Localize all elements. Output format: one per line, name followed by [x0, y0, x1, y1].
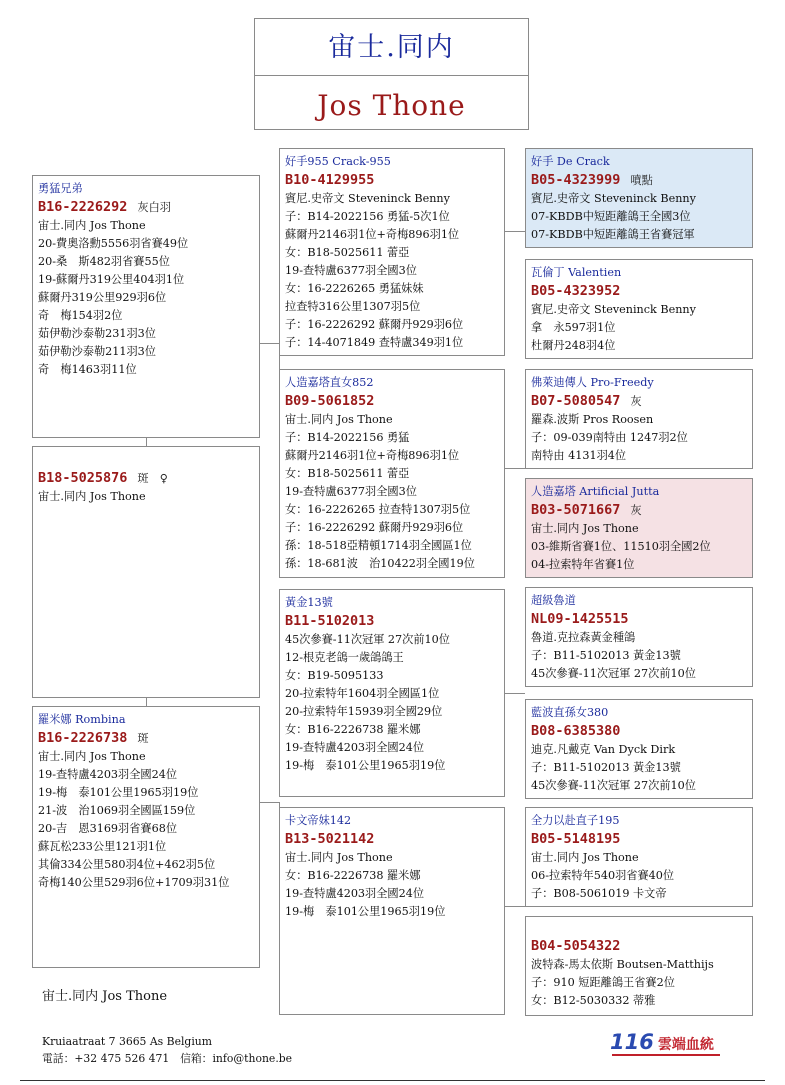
connector-line: [504, 693, 525, 694]
pigeon-name: 瓦倫丁 Valentien: [531, 266, 622, 279]
info-line: 蘇爾丹2146羽1位+奇梅896羽1位: [285, 449, 460, 462]
info-line: 其倫334公里580羽4位+462羽5位: [38, 858, 216, 871]
bottom-divider: [20, 1080, 765, 1081]
pedigree-card-ggd-2: [525, 478, 753, 578]
connector-line: [259, 802, 279, 803]
info-line: 賓尼.史帝文 Steveninck Benny: [531, 303, 696, 316]
ring-number: B09-5061852: [285, 393, 375, 409]
color-tag: 噴點: [630, 174, 653, 187]
info-line: 20-桑 斯482羽省賽55位: [38, 255, 170, 268]
connector-line: [259, 343, 279, 344]
ring-number: B16-2226292 灰白羽: [38, 199, 171, 215]
info-line: 蘇爾丹2146羽1位+奇梅896羽1位: [285, 228, 460, 241]
info-line: 女：B18-5025611 蕾亞: [285, 467, 410, 480]
info-line: 茹伊勒沙泰勒211羽3位: [38, 345, 156, 358]
ring-number: B03-5071667 灰: [531, 502, 642, 518]
info-line: 女：B16-2226738 羅米娜: [285, 869, 421, 882]
info-line: 杜爾丹248羽4位: [531, 339, 616, 352]
pedigree-card-grandsire-paternal: [279, 148, 505, 356]
info-line: 孫：18-681波 治10422羽全國19位: [285, 557, 475, 570]
info-line: 蘇瓦松233公里121羽1位: [38, 840, 167, 853]
info-line: 19-查特盧4203羽全國24位: [285, 887, 425, 900]
info-line: 04-拉索特年省賽1位: [531, 558, 635, 571]
info-line: 07-KBDB中短距離鴿王省賽冠軍: [531, 228, 695, 241]
info-line: 女：B18-5025611 蕾亞: [285, 246, 410, 259]
info-line: 子：16-2226292 蘇爾丹929羽6位: [285, 318, 464, 331]
ring-number: B08-6385380: [531, 723, 621, 739]
breeder-signature: 宙士.同内 Jos Thone: [42, 989, 168, 1004]
ring-number: B05-5148195: [531, 831, 621, 847]
ring-number: B13-5021142: [285, 831, 375, 847]
info-line: 宙士.同内 Jos Thone: [531, 851, 639, 864]
connector-line: [504, 231, 525, 232]
info-line: 19-查特盧6377羽全國3位: [285, 485, 417, 498]
info-line: 拉查特316公里1307羽5位: [285, 300, 421, 313]
logo-text: 雲端血統: [657, 1037, 714, 1053]
pigeon-name: 羅米娜 Rombina: [38, 713, 126, 726]
pigeon-name: 全力以赴直子195: [531, 814, 620, 827]
logo-number: 116: [610, 1030, 654, 1054]
pedigree-card-dam: [32, 706, 260, 968]
info-line: 03-維斯省賽1位、11510羽全國2位: [531, 540, 711, 553]
color-tag: 斑 ♀: [137, 472, 168, 485]
info-line: 07-KBDB中短距離鴿王全國3位: [531, 210, 691, 223]
info-line: 19-查特盧4203羽全國24位: [38, 768, 178, 781]
info-line: 孫：18-518亞精頓1714羽全國區1位: [285, 539, 472, 552]
color-tag: 斑: [137, 732, 149, 745]
pedigree-card-grandsire-maternal: [279, 589, 505, 797]
pedigree-card-granddam-paternal: [279, 369, 505, 578]
pedigree-card-ggs-4: [525, 807, 753, 907]
pigeon-name: 好手955 Crack-955: [285, 155, 391, 168]
pigeon-name: 黃金13號: [285, 596, 333, 609]
info-line: 奇 梅1463羽11位: [38, 363, 137, 376]
info-line: 19-查特盧4203羽全國24位: [285, 741, 425, 754]
info-line: 45次參賽-11次冠軍 27次前10位: [531, 667, 696, 680]
pigeon-name: 人造嘉塔 Artificial Jutta: [531, 485, 660, 498]
info-line: 19-梅 泰101公里1965羽19位: [285, 759, 446, 772]
info-line: 羅森.波斯 Pros Roosen: [531, 413, 654, 426]
info-line: 迪克.凡戴克 Van Dyck Dirk: [531, 743, 676, 756]
color-tag: 灰白羽: [137, 201, 171, 214]
color-tag: 灰: [630, 504, 642, 517]
info-line: 女：16-2226265 拉查特1307羽5位: [285, 503, 471, 516]
info-line: 子：14-4071849 查特盧349羽1位: [285, 336, 464, 349]
info-line: 宙士.同内 Jos Thone: [38, 490, 146, 503]
ring-number: B04-5054322: [531, 938, 621, 954]
contact-line: 電話：+32 475 526 471 信箱：info@thone.be: [42, 1052, 293, 1065]
info-line: 20-拉索特年15939羽全國29位: [285, 705, 443, 718]
pigeon-name: 好手 De Crack: [531, 155, 610, 168]
pedigree-card-subject: [32, 446, 260, 698]
info-line: 女：16-2226265 勇猛妹妹: [285, 282, 424, 295]
ring-number: B10-4129955: [285, 172, 375, 188]
info-line: 子：16-2226292 蘇爾丹929羽6位: [285, 521, 464, 534]
info-line: 茹伊勒沙泰勒231羽3位: [38, 327, 156, 340]
site-logo: [610, 1030, 714, 1054]
info-line: 南特由 4131羽4位: [531, 449, 627, 462]
info-line: 06-拉索特年540羽省賽40位: [531, 869, 675, 882]
connector-line: [146, 697, 147, 706]
logo-underline: [612, 1054, 720, 1056]
pedigree-card-ggs-2: [525, 369, 753, 469]
pedigree-header: [254, 18, 529, 130]
info-line: 宙士.同内 Jos Thone: [285, 851, 393, 864]
pedigree-card-granddam-maternal: [279, 807, 505, 1015]
info-line: 19-梅 泰101公里1965羽19位: [38, 786, 199, 799]
info-line: 19-查特盧6377羽全國3位: [285, 264, 417, 277]
connector-line: [504, 468, 525, 469]
info-line: 女：B12-5030332 蒂雅: [531, 994, 656, 1007]
info-line: 子：B11-5102013 黃金13號: [531, 649, 681, 662]
ring-number: B07-5080547 灰: [531, 393, 642, 409]
pigeon-name: 人造嘉塔直女852: [285, 376, 374, 389]
info-line: 子：910 短距離鴿王省賽2位: [531, 976, 675, 989]
info-line: 奇 梅154羽2位: [38, 309, 123, 322]
info-line: 21-波 治1069羽全國區159位: [38, 804, 196, 817]
pigeon-name: 藍波直孫女380: [531, 706, 609, 719]
ring-number: B05-4323999 噴點: [531, 172, 653, 188]
color-tag: 灰: [630, 395, 642, 408]
info-line: 女：B19-5095133: [285, 669, 384, 682]
pigeon-name: 佛萊迪傳人 Pro-Freedy: [531, 376, 654, 389]
info-line: 20-吉 恩3169羽省賽68位: [38, 822, 178, 835]
pedigree-card-ggs-3: [525, 587, 753, 687]
info-line: 拿 永597羽1位: [531, 321, 616, 334]
ring-number: B16-2226738 斑: [38, 730, 149, 746]
info-line: 女：B16-2226738 羅米娜: [285, 723, 421, 736]
ring-number: NL09-1425515: [531, 611, 629, 627]
info-line: 12-根克老鴿一歲鴿鴿王: [285, 651, 404, 664]
info-line: 45次參賽-11次冠軍 27次前10位: [285, 633, 450, 646]
contact-info: [42, 1033, 292, 1067]
ring-number: B18-5025876 斑 ♀: [38, 470, 168, 486]
pedigree-card-ggd-1: [525, 259, 753, 359]
info-line: 19-梅 泰101公里1965羽19位: [285, 905, 446, 918]
pedigree-card-ggd-3: [525, 699, 753, 799]
info-line: 奇梅140公里529羽6位+1709羽31位: [38, 876, 230, 889]
info-line: 宙士.同内 Jos Thone: [38, 750, 146, 763]
info-line: 蘇爾丹319公里929羽6位: [38, 291, 167, 304]
info-line: 子：09-039南特由 1247羽2位: [531, 431, 688, 444]
info-line: 20-拉索特年1604羽全國區1位: [285, 687, 440, 700]
info-line: 賓尼.史帝文 Steveninck Benny: [531, 192, 696, 205]
info-line: 子：B14-2022156 勇猛: [285, 431, 410, 444]
pedigree-card-ggd-4: [525, 916, 753, 1016]
info-line: 45次參賽-11次冠軍 27次前10位: [531, 779, 696, 792]
info-line: 賓尼.史帝文 Steveninck Benny: [285, 192, 450, 205]
info-line: 宙士.同内 Jos Thone: [531, 522, 639, 535]
info-line: 20-費奧洛勳5556羽省賽49位: [38, 237, 189, 250]
pedigree-card-ggs-1: [525, 148, 753, 248]
pigeon-name: 卡文帝妹142: [285, 814, 352, 827]
ring-number: B11-5102013: [285, 613, 375, 629]
info-line: 子：B08-5061019 卡文帝: [531, 887, 667, 900]
info-line: 子：B11-5102013 黃金13號: [531, 761, 681, 774]
address-line: Kruiaatraat 7 3665 As Belgium: [42, 1035, 212, 1048]
pigeon-name: 超級魯道: [531, 594, 576, 607]
info-line: 子：B14-2022156 勇猛-5次1位: [285, 210, 450, 223]
info-line: 波特森-馬太依斯 Boutsen-Matthijs: [531, 958, 714, 971]
pedigree-card-sire: [32, 175, 260, 438]
pigeon-name: 勇猛兄弟: [38, 182, 83, 195]
info-line: 19-蘇爾丹319公里404羽1位: [38, 273, 185, 286]
breeder-name-zh: 宙士.同内: [255, 19, 528, 76]
connector-line: [504, 906, 525, 907]
info-line: 魯道.克拉森黃金種鴿: [531, 631, 636, 644]
ring-number: B05-4323952: [531, 283, 621, 299]
info-line: 宙士.同内 Jos Thone: [38, 219, 146, 232]
info-line: 宙士.同内 Jos Thone: [285, 413, 393, 426]
breeder-name-en: Jos Thone: [317, 89, 466, 122]
